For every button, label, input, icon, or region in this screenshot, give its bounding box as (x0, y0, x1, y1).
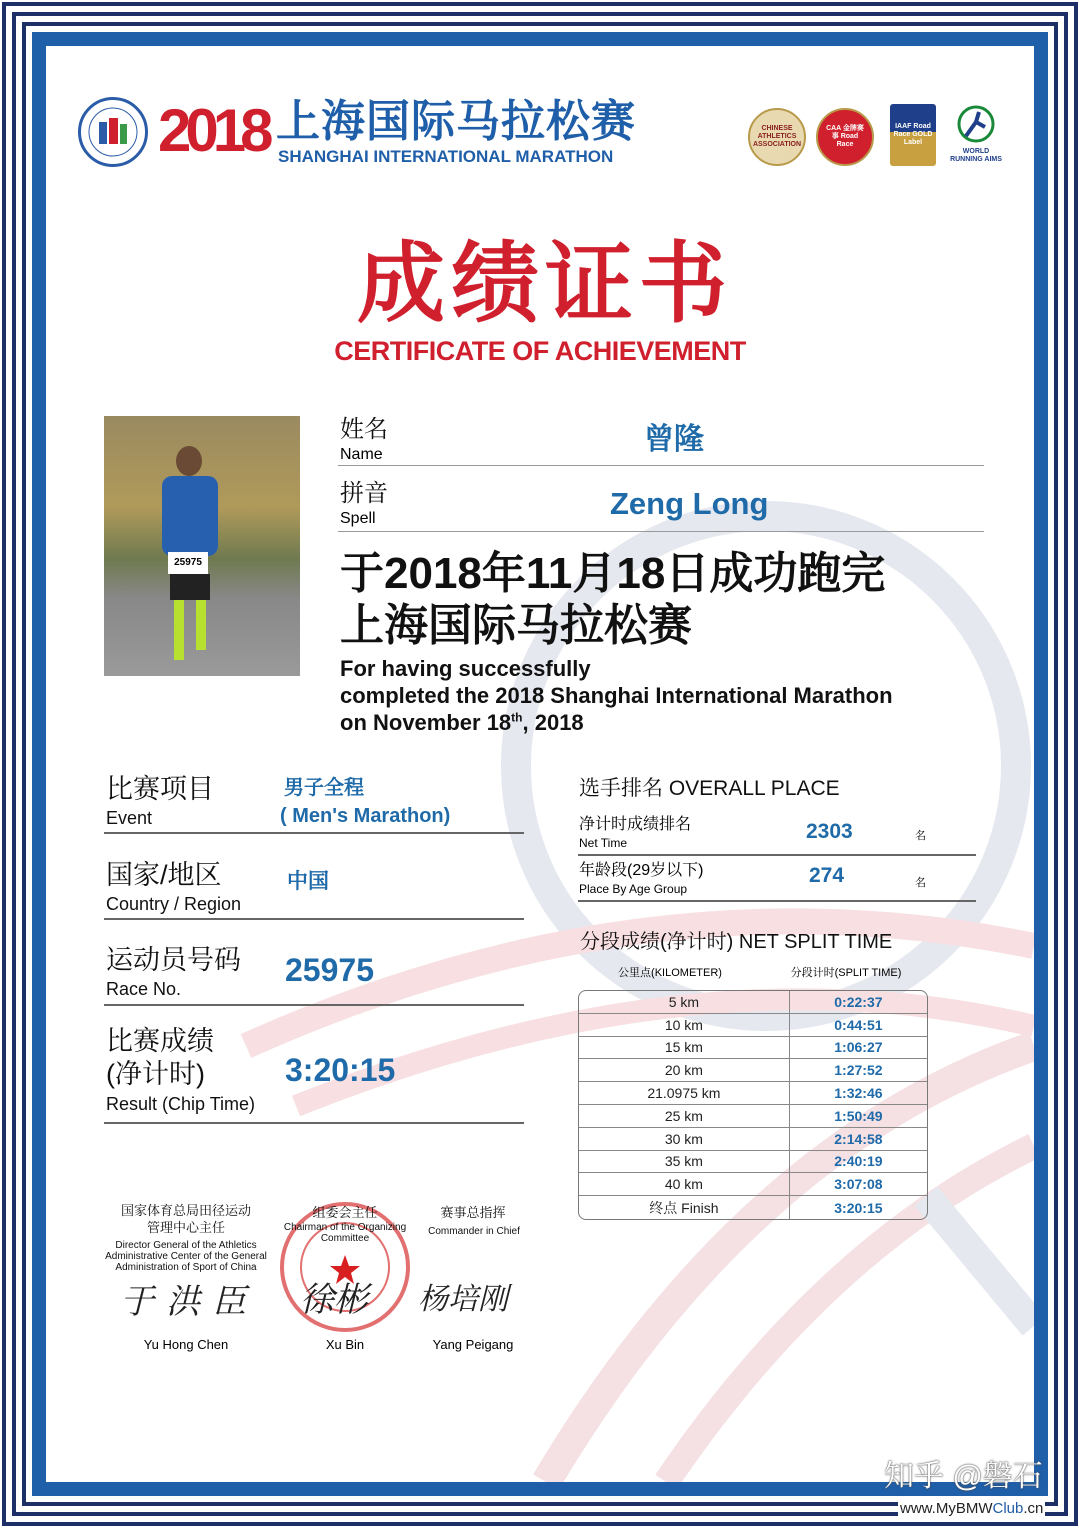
race-no-label-cn: 运动员号码 (106, 945, 241, 975)
country-label-cn: 国家/地区 (106, 860, 222, 890)
signatory-2-title-cn: 组委会主任 (312, 1205, 378, 1220)
athlete-photo (104, 416, 300, 676)
net-time-label-en: Net Time (579, 836, 628, 850)
country-label-en: Country / Region (106, 894, 242, 914)
signatory-2-signature (300, 1280, 368, 1320)
race-no-label-en: Race No. (106, 979, 182, 999)
splits-col-km: 公里点(KILOMETER) (618, 967, 722, 979)
divider (338, 465, 984, 466)
split-row (579, 1128, 927, 1151)
splits-heading: 分段成绩(净计时) NET SPLIT TIME (580, 931, 893, 953)
split-row (579, 1173, 927, 1196)
net-time-rank: 2303 (806, 820, 853, 843)
split-time: 1:27:52 (790, 1059, 927, 1082)
aims-logo-text: WORLD RUNNING AIMS (950, 148, 1002, 163)
split-km: 10 km (579, 1014, 790, 1037)
age-group-rank: 274 (809, 864, 845, 887)
name-label-en: Name (340, 446, 383, 463)
site-watermark-c: .cn (1023, 1500, 1044, 1517)
split-km: 20 km (579, 1059, 790, 1082)
divider (578, 900, 976, 902)
site-watermark (898, 1500, 1045, 1517)
athlete-name: 曾隆 (644, 423, 704, 456)
event-label-cn: 比赛项目 (106, 774, 214, 804)
race-no-value: 25975 (285, 952, 374, 988)
split-time: 0:44:51 (790, 1014, 927, 1037)
splits-col-time: 分段计时(SPLIT TIME) (790, 967, 902, 979)
caa-association-logo-text: CHINESE ATHLETICS ASSOCIATION (752, 125, 802, 148)
header-year: 2018 (158, 97, 268, 164)
result-label-en: Result (Chip Time) (106, 1094, 256, 1114)
header-title-cn: 上海国际马拉松赛 (276, 97, 636, 146)
split-km: 25 km (579, 1105, 790, 1128)
spell-label-en: Spell (340, 510, 376, 527)
split-km: 终点 Finish (579, 1196, 790, 1219)
net-time-label-cn: 净计时成绩排名 (579, 816, 692, 833)
event-label-en: Event (106, 808, 153, 828)
split-km: 15 km (579, 1037, 790, 1060)
event-value-en: ( Men's Marathon) (280, 805, 451, 827)
split-time: 1:06:27 (790, 1037, 927, 1060)
athlete-spell: Zeng Long (610, 486, 769, 521)
age-group-unit: 名 (915, 877, 926, 889)
divider (104, 832, 524, 834)
runner-globe-icon (956, 104, 996, 144)
statement-cn-line1: 于2018年11月18日成功跑完 (340, 549, 886, 598)
split-row (579, 1014, 927, 1037)
site-watermark-b: Club (992, 1500, 1024, 1517)
splits-table (578, 990, 928, 1220)
split-time: 3:07:08 (790, 1173, 927, 1196)
statement-en-line1: For having successfully (340, 656, 591, 681)
certificate-title-en: CERTIFICATE OF ACHIEVEMENT (334, 336, 746, 366)
zhihu-watermark: 知乎 @磐石 (884, 1460, 1043, 1493)
age-group-label-en: Place By Age Group (579, 882, 688, 896)
iaaf-logo-text: IAAF Road Race GOLD Label (893, 123, 933, 146)
split-time: 2:40:19 (790, 1151, 927, 1174)
signatory-3-signature (418, 1282, 508, 1318)
statement-date: on November 18 (340, 710, 512, 735)
runners-logo-icon (81, 100, 145, 164)
signatory-3-title-cn: 赛事总指挥 (440, 1205, 506, 1220)
country-value: 中国 (287, 870, 329, 893)
caa-gold-race-logo-text: CAA 金牌赛事 Road Race (826, 125, 864, 148)
signatory-1-name: Yu Hong Chen (143, 1337, 229, 1352)
net-time-unit: 名 (915, 830, 926, 842)
split-row (579, 991, 927, 1014)
split-time: 0:22:37 (790, 991, 927, 1014)
caa-gold-race-logo (816, 108, 874, 166)
divider (104, 1004, 524, 1006)
statement-en-line3 (340, 710, 584, 736)
split-row (579, 1105, 927, 1128)
split-km: 5 km (579, 991, 790, 1014)
overall-place-heading: 选手排名 OVERALL PLACE (579, 777, 840, 800)
name-label-cn: 姓名 (340, 416, 388, 443)
split-row (579, 1059, 927, 1082)
iaaf-gold-label-logo (890, 104, 936, 166)
result-label-cn: 比赛成绩 (106, 1026, 214, 1056)
handwritten-signature: 杨培刚 (418, 1283, 508, 1316)
split-time: 1:32:46 (790, 1082, 927, 1105)
split-row (579, 1151, 927, 1174)
site-watermark-a: www.MyBMW (900, 1500, 993, 1517)
aims-logo (948, 104, 1004, 166)
signatory-1-title-en: Director General of the Athletics Administrative Center of the General Administration of Sport of China (105, 1240, 267, 1273)
split-time: 1:50:49 (790, 1105, 927, 1128)
split-km: 40 km (579, 1173, 790, 1196)
caa-association-logo (748, 108, 806, 166)
signatory-1-title-cn: 国家体育总局田径运动 管理中心主任 (120, 1203, 251, 1235)
split-time: 2:14:58 (790, 1128, 927, 1151)
split-row (579, 1196, 927, 1219)
photo-bib: 25975 (168, 552, 208, 574)
result-value: 3:20:15 (285, 1052, 396, 1088)
divider (578, 854, 976, 856)
split-row (579, 1082, 927, 1105)
result-label-cn2: (净计时) (106, 1059, 205, 1089)
divider (338, 531, 984, 532)
handwritten-signature: 徐彬 (300, 1281, 368, 1319)
split-km: 21.0975 km (579, 1082, 790, 1105)
signatory-1-signature (120, 1282, 270, 1322)
marathon-logo (78, 97, 148, 167)
signatory-2-name: Xu Bin (325, 1337, 365, 1352)
statement-cn-line2: 上海国际马拉松赛 (340, 601, 692, 650)
certificate-title-cn: 成绩证书 (356, 234, 733, 333)
split-row (579, 1037, 927, 1060)
divider (104, 918, 524, 920)
signatory-2-title-en: Chairman of the Organizing Committee (283, 1222, 407, 1244)
age-group-label-cn: 年龄段(29岁以下) (579, 862, 704, 879)
spell-label-cn: 拼音 (340, 480, 388, 507)
handwritten-signature: 于洪臣 (120, 1282, 258, 1322)
event-value-cn: 男子全程 (284, 777, 364, 799)
split-km: 30 km (579, 1128, 790, 1151)
signatory-3-title-en: Commander in Chief (428, 1226, 520, 1237)
split-km: 35 km (579, 1151, 790, 1174)
split-time: 3:20:15 (834, 1199, 883, 1216)
signatory-3-name: Yang Peigang (432, 1337, 514, 1352)
divider (104, 1122, 524, 1124)
statement-year: , 2018 (522, 710, 584, 735)
ordinal-suffix: th (511, 710, 523, 725)
header-title-en: SHANGHAI INTERNATIONAL MARATHON (278, 147, 614, 166)
statement-en-line2: completed the 2018 Shanghai International Marathon (340, 683, 893, 708)
